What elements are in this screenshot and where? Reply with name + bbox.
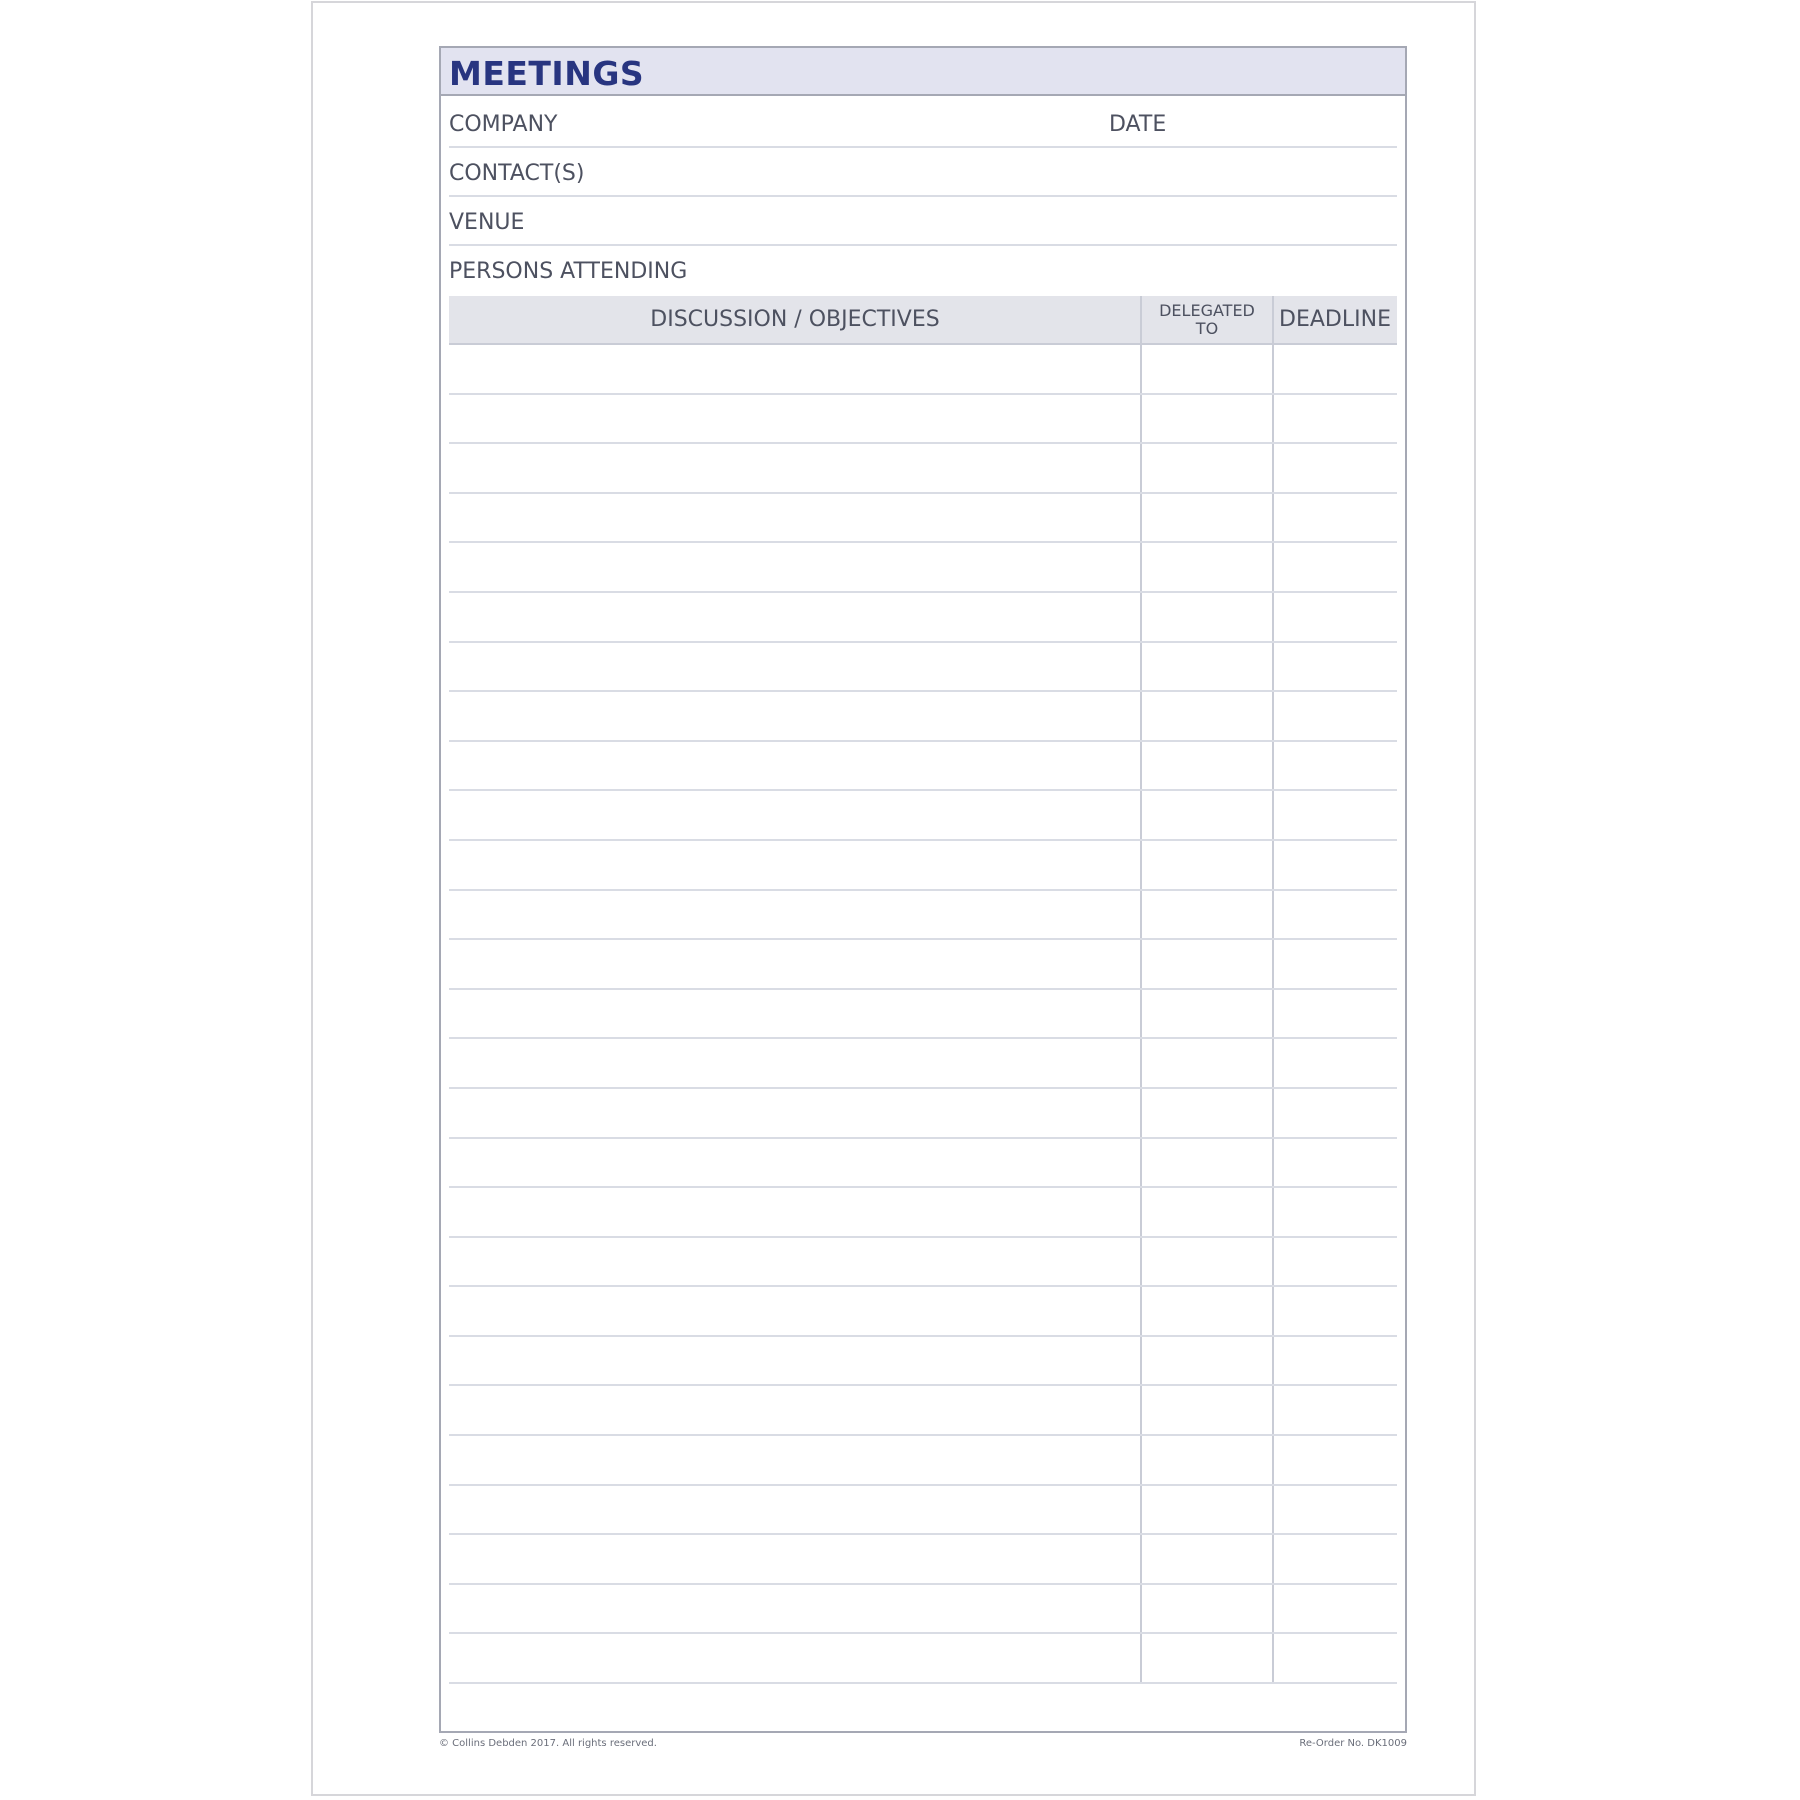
delegated-header-line2: TO: [1195, 318, 1219, 338]
venue-row[interactable]: [449, 198, 1397, 246]
table-row[interactable]: [449, 1486, 1397, 1536]
deadline-header: DEADLINE: [1279, 307, 1391, 332]
table-row[interactable]: [449, 1287, 1397, 1337]
table-row[interactable]: [449, 742, 1397, 792]
table-row[interactable]: [449, 1139, 1397, 1189]
table-row[interactable]: [449, 593, 1397, 643]
persons-attending-label: PERSONS ATTENDING: [449, 259, 688, 284]
table-row[interactable]: [449, 345, 1397, 395]
table-row[interactable]: [449, 841, 1397, 891]
table-rows: [449, 345, 1397, 1684]
contacts-row[interactable]: [449, 149, 1397, 197]
discussion-header: DISCUSSION / OBJECTIVES: [650, 307, 940, 332]
meetings-form: [439, 46, 1407, 1733]
table-row[interactable]: [449, 543, 1397, 593]
persons-attending-row[interactable]: [449, 247, 1397, 295]
table-row[interactable]: [449, 1039, 1397, 1089]
table-row[interactable]: [449, 1089, 1397, 1139]
contacts-label: CONTACT(S): [449, 161, 585, 186]
delegated-header: [1141, 296, 1273, 343]
company-row[interactable]: [449, 100, 1397, 148]
table-row[interactable]: [449, 1386, 1397, 1436]
table-row[interactable]: [449, 1634, 1397, 1684]
table-row[interactable]: [449, 1585, 1397, 1635]
table-row[interactable]: [449, 1238, 1397, 1288]
table-row[interactable]: [449, 1535, 1397, 1585]
venue-label: VENUE: [449, 210, 525, 235]
reorder-footer: Re-Order No. DK1009: [1299, 1738, 1407, 1749]
table-row[interactable]: [449, 990, 1397, 1040]
table-row[interactable]: [449, 1436, 1397, 1486]
table-row[interactable]: [449, 494, 1397, 544]
delegated-header-line1: DELEGATED: [1159, 300, 1255, 320]
table-row[interactable]: [449, 643, 1397, 693]
table-row[interactable]: [449, 791, 1397, 841]
company-label: COMPANY: [449, 112, 558, 137]
table-row[interactable]: [449, 891, 1397, 941]
table-row[interactable]: [449, 1188, 1397, 1238]
table-row[interactable]: [449, 444, 1397, 494]
table-row[interactable]: [449, 1337, 1397, 1387]
table-header: [449, 296, 1397, 345]
copyright-footer: © Collins Debden 2017. All rights reserved.: [439, 1738, 657, 1749]
table-row[interactable]: [449, 692, 1397, 742]
form-title: MEETINGS: [449, 54, 645, 93]
table-row[interactable]: [449, 940, 1397, 990]
date-label: DATE: [1109, 112, 1167, 137]
title-bar: [441, 48, 1405, 96]
table-row[interactable]: [449, 395, 1397, 445]
